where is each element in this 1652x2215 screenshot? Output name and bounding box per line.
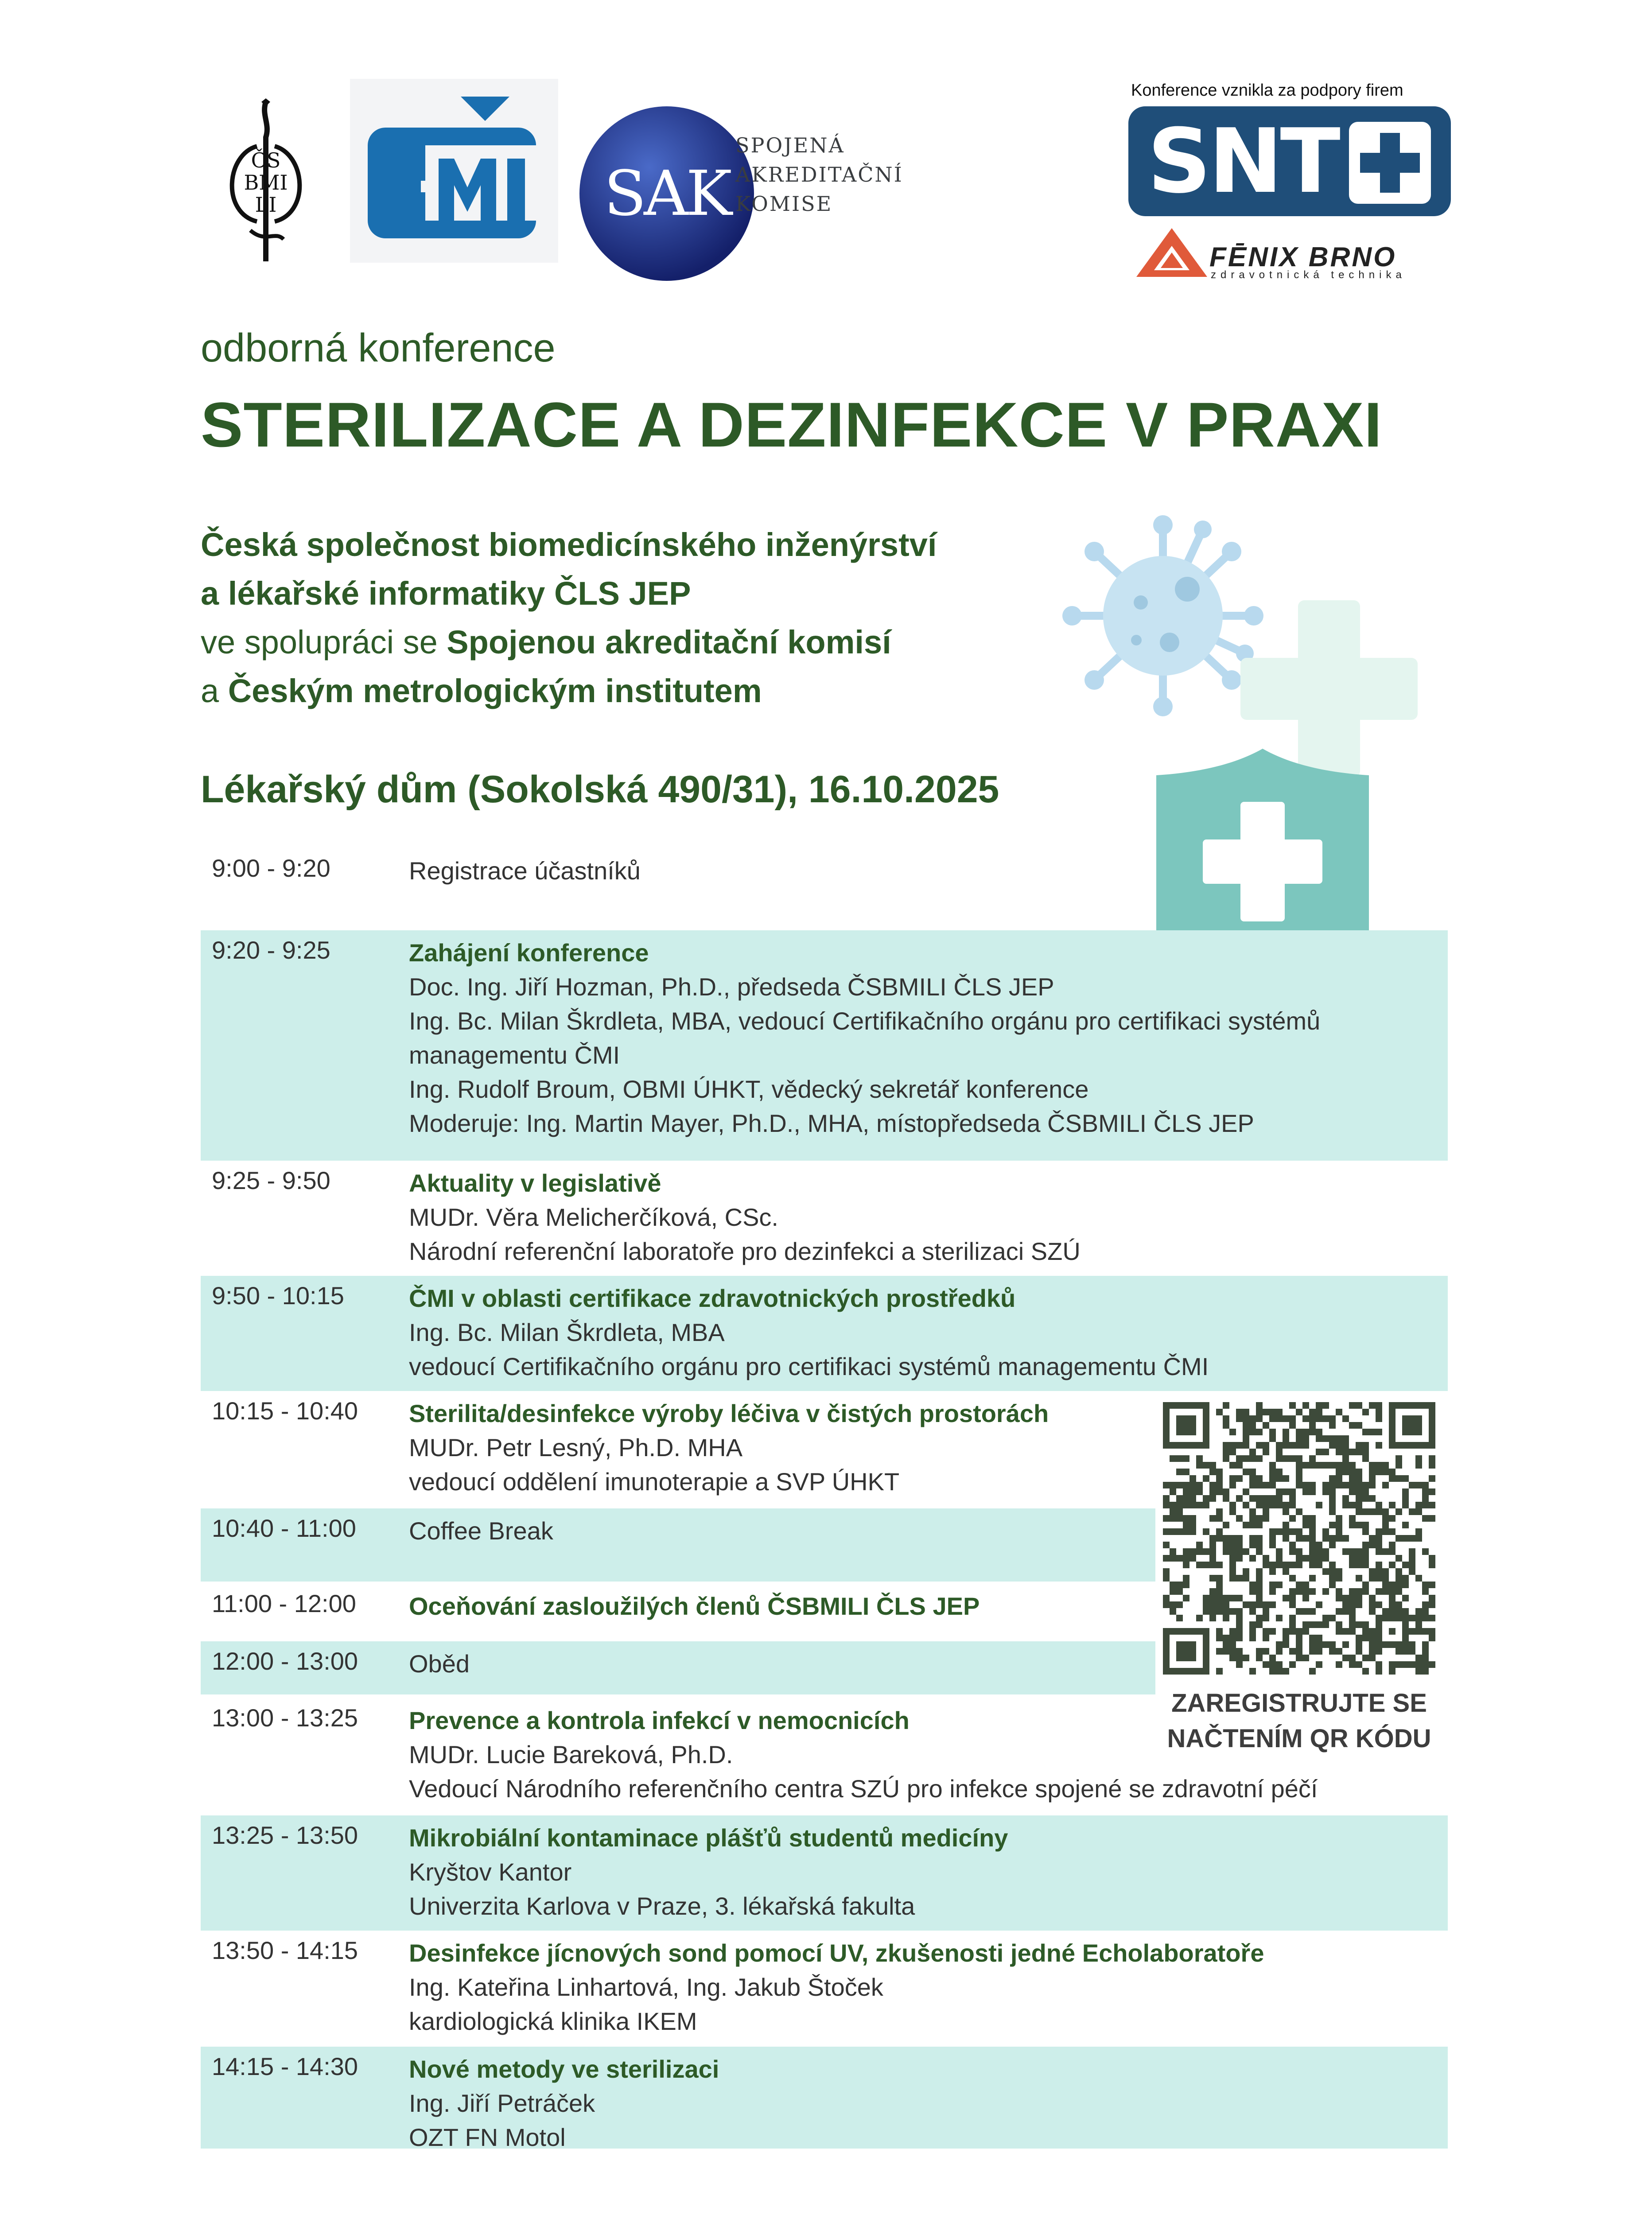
program-time: 10:15 - 10:40 xyxy=(212,1397,358,1425)
program-time: 13:50 - 14:15 xyxy=(212,1936,358,1964)
conference-subtitle: odborná konference xyxy=(201,326,556,370)
program-time: 14:15 - 14:30 xyxy=(212,2052,358,2080)
qr-caption: ZAREGISTRUJTE SE NAČTENÍM QR KÓDU xyxy=(1167,1689,1431,1753)
fenix-name: FĒNIX BRNO xyxy=(1209,242,1397,272)
program-line: MUDr. Petr Lesný, Ph.D. MHA xyxy=(409,1434,743,1461)
program-line: Registrace účastníků xyxy=(409,857,641,885)
program-row xyxy=(201,1508,1155,1582)
program-title: Mikrobiální kontaminace plášťů studentů medicíny xyxy=(409,1824,1008,1852)
program-line: managementu ČMI xyxy=(409,1041,620,1069)
program-title: Zahájení konference xyxy=(409,939,649,967)
sak-logo xyxy=(579,106,754,281)
program-title: Aktuality v legislativě xyxy=(409,1169,661,1197)
program-time: 10:40 - 11:00 xyxy=(212,1514,356,1542)
csbmili-logo xyxy=(208,97,323,266)
program-row xyxy=(201,930,1448,1161)
program-line: Univerzita Karlova v Praze, 3. lékařská fakulta xyxy=(409,1892,915,1920)
program-row xyxy=(201,848,1448,919)
program-row xyxy=(201,1276,1448,1391)
program-title: ČMI v oblasti certifikace zdravotnických prostředků xyxy=(409,1284,1016,1312)
program-title: Oceňování zasloužilých členů ČSBMILI ČLS JEP xyxy=(409,1592,980,1620)
program-line: Doc. Ing. Jiří Hozman, Ph.D., předseda ČSBMILI ČLS JEP xyxy=(409,973,1054,1001)
program-line: kardiologická klinika IKEM xyxy=(409,2007,697,2035)
program-line: Kryštov Kantor xyxy=(409,1858,572,1886)
sponsor-caption: Konference vznikla za podpory firem xyxy=(1131,81,1403,100)
snt-logo-text: SNT xyxy=(1147,110,1338,213)
virus-icon xyxy=(1059,512,1267,720)
conference-title: STERILIZACE A DEZINFEKCE V PRAXI xyxy=(201,390,1383,460)
program-row xyxy=(201,1641,1155,1694)
program-title: Desinfekce jícnových sond pomocí UV, zkušenosti jedné Echolaboratoře xyxy=(409,1939,1264,1967)
svg-text:ČS: ČS xyxy=(251,148,281,172)
svg-text:BMI: BMI xyxy=(244,171,288,194)
program-row xyxy=(201,2047,1448,2149)
program-row xyxy=(201,1161,1448,1274)
program-line: Oběd xyxy=(409,1650,470,1678)
program-title: Sterilita/desinfekce výroby léčiva v čistých prostorách xyxy=(409,1399,1049,1427)
program-row xyxy=(201,1815,1448,1931)
qr-code-icon[interactable] xyxy=(1163,1402,1435,1675)
program-time: 9:20 - 9:25 xyxy=(212,936,330,964)
program-line: Ing. Bc. Milan Škrdleta, MBA, vedoucí Certifikačního orgánu pro certifikaci systémů xyxy=(409,1007,1321,1035)
program-line: OZT FN Motol xyxy=(409,2123,566,2151)
program-line: MUDr. Lucie Bareková, Ph.D. xyxy=(409,1741,733,1768)
sak-name: SPOJENÁ AKREDITAČNÍ KOMISE xyxy=(735,133,903,216)
program-line: Ing. Bc. Milan Škrdleta, MBA xyxy=(409,1318,725,1346)
program-time: 13:25 - 13:50 xyxy=(212,1821,358,1849)
program-line: Vedoucí Národního referenčního centra SZÚ pro infekce spojené se zdravotní péčí xyxy=(409,1775,1318,1803)
fenix-subtitle: zdravotnická technika xyxy=(1211,269,1406,281)
program-line: Ing. Kateřina Linhartová, Ing. Jakub Štoček xyxy=(409,1973,883,2001)
program-line: Moderuje: Ing. Martin Mayer, Ph.D., MHA, místopředseda ČSBMILI ČLS JEP xyxy=(409,1109,1254,1137)
program-line: Ing. Jiří Petráček xyxy=(409,2089,595,2117)
program-line: Národní referenční laboratoře pro dezinfekci a sterilizaci SZÚ xyxy=(409,1237,1081,1265)
program-line: MUDr. Věra Melicherčíková, CSc. xyxy=(409,1203,778,1231)
program-time: 9:25 - 9:50 xyxy=(212,1166,330,1194)
program-title: Prevence a kontrola infekcí v nemocnicích xyxy=(409,1706,910,1734)
snt-plus-icon xyxy=(1349,122,1431,204)
program-line: Coffee Break xyxy=(409,1517,553,1545)
program-line: vedoucí Certifikačního orgánu pro certifikaci systémů managementu ČMI xyxy=(409,1352,1209,1380)
program-time: 13:00 - 13:25 xyxy=(212,1704,358,1732)
program-title: Nové metody ve sterilizaci xyxy=(409,2055,719,2083)
cmi-logo xyxy=(350,79,558,263)
venue-date: Lékařský dům (Sokolská 490/31), 16.10.2025 xyxy=(201,768,999,811)
program-time: 9:50 - 10:15 xyxy=(212,1282,344,1310)
program-line: Ing. Rudolf Broum, OBMI ÚHKT, vědecký sekretář konference xyxy=(409,1075,1089,1103)
program-line: vedoucí oddělení imunoterapie a SVP ÚHKT xyxy=(409,1468,900,1496)
svg-text:LI: LI xyxy=(255,193,277,217)
program-time: 9:00 - 9:20 xyxy=(212,854,330,882)
fenix-logo-icon xyxy=(1134,226,1174,279)
organizers: Česká společnost biomedicínského inženýrství a lékařské informatiky ČLS JEP ve spolupráci se Spojenou akreditační komisí a Českým metrologickým institutem xyxy=(201,526,937,709)
program-row xyxy=(201,1931,1448,2047)
program-time: 12:00 - 13:00 xyxy=(212,1647,358,1675)
program-time: 11:00 - 12:00 xyxy=(212,1589,356,1617)
svg-text:SAK: SAK xyxy=(604,158,730,230)
